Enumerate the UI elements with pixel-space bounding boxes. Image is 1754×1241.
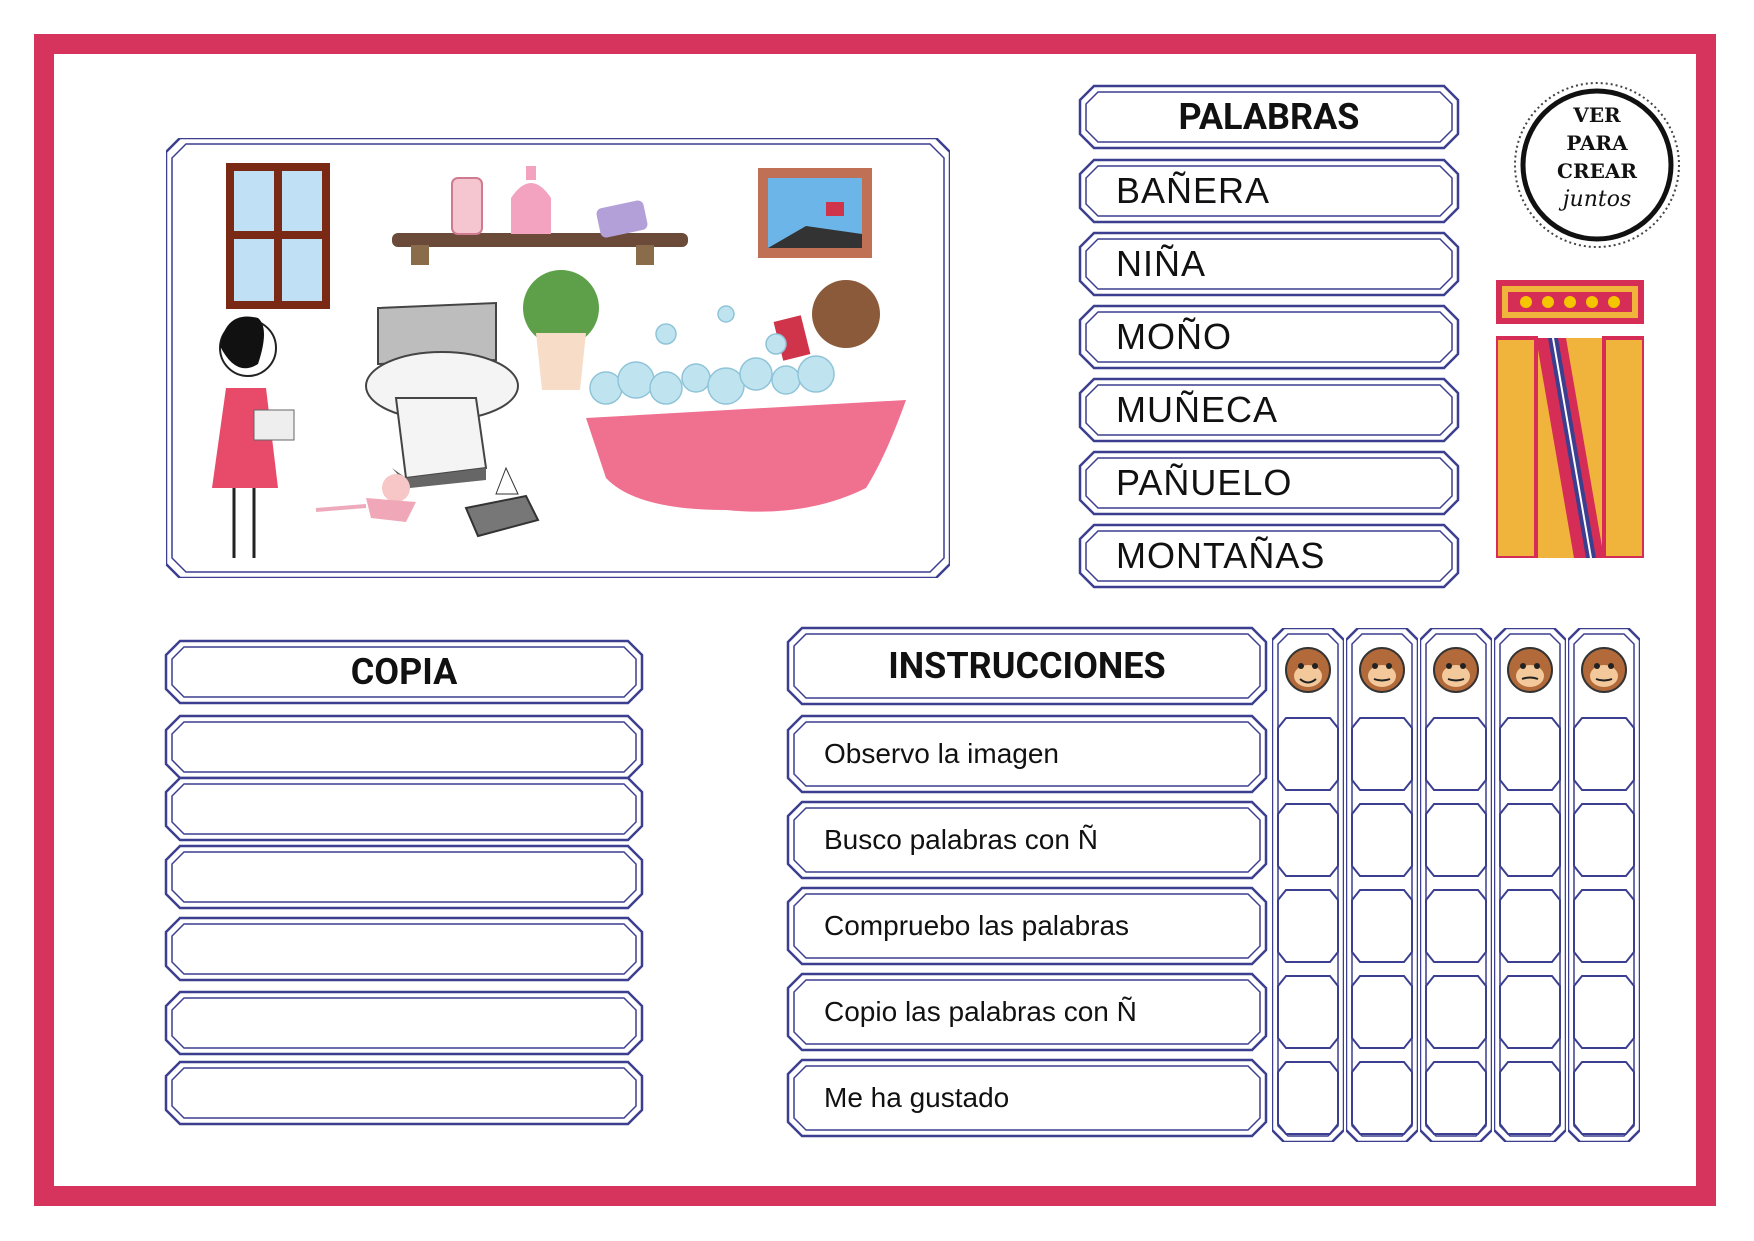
window-icon bbox=[226, 163, 330, 309]
rating-cell-r5-c3[interactable] bbox=[1424, 1060, 1488, 1136]
instruction-item-2 bbox=[788, 802, 1266, 878]
instrucciones-title bbox=[788, 628, 1266, 704]
rating-cell-r1-c1[interactable] bbox=[1276, 716, 1340, 792]
copia-title-label: COPIA bbox=[350, 651, 458, 693]
instruction-item-1 bbox=[788, 716, 1266, 792]
word-box-1-label: BAÑERA bbox=[1116, 170, 1271, 211]
word-box-6-label: MONTAÑAS bbox=[1116, 535, 1326, 576]
ver-para-crear-juntos-logo bbox=[1512, 80, 1682, 250]
rating-cell-r2-c3[interactable] bbox=[1424, 802, 1488, 878]
decorative-letter-enye-icon bbox=[1496, 280, 1644, 558]
copy-line-2[interactable] bbox=[166, 778, 642, 840]
logo-line-2: PARA bbox=[1566, 131, 1628, 155]
word-box-5-label: PAÑUELO bbox=[1116, 462, 1293, 503]
picture-frame-icon bbox=[758, 168, 872, 258]
word-box-5 bbox=[1080, 452, 1458, 514]
word-box-1 bbox=[1080, 160, 1458, 222]
rating-cell-r1-c2[interactable] bbox=[1350, 716, 1414, 792]
rating-cell-r2-c5[interactable] bbox=[1572, 802, 1636, 878]
copy-line-3[interactable] bbox=[166, 846, 642, 908]
word-box-4 bbox=[1080, 379, 1458, 441]
rating-cell-r3-c3[interactable] bbox=[1424, 888, 1488, 964]
instrucciones-title-label: INSTRUCCIONES bbox=[888, 645, 1166, 687]
copy-line-6[interactable] bbox=[166, 1062, 642, 1124]
rating-cell-r5-c2[interactable] bbox=[1350, 1060, 1414, 1136]
instruction-item-4-label: Copio las palabras con Ñ bbox=[824, 996, 1137, 1027]
instruction-item-3 bbox=[788, 888, 1266, 964]
monkey-glasses-icon bbox=[1432, 646, 1480, 694]
bathroom-scene bbox=[166, 138, 950, 578]
rating-cell-r5-c4[interactable] bbox=[1498, 1060, 1562, 1136]
palabras-title bbox=[1080, 86, 1458, 148]
word-box-2-label: NIÑA bbox=[1116, 243, 1207, 284]
rating-cell-r2-c4[interactable] bbox=[1498, 802, 1562, 878]
copy-line-1[interactable] bbox=[166, 716, 642, 778]
rating-cell-r4-c1[interactable] bbox=[1276, 974, 1340, 1050]
rating-cell-r2-c1[interactable] bbox=[1276, 802, 1340, 878]
word-box-3-label: MOÑO bbox=[1116, 316, 1232, 357]
rating-cell-r1-c3[interactable] bbox=[1424, 716, 1488, 792]
rating-cell-r5-c1[interactable] bbox=[1276, 1060, 1340, 1136]
rating-cell-r4-c4[interactable] bbox=[1498, 974, 1562, 1050]
copy-line-4[interactable] bbox=[166, 918, 642, 980]
monkey-worried-icon bbox=[1506, 646, 1554, 694]
copia-title bbox=[166, 641, 642, 703]
rating-cell-r1-c5[interactable] bbox=[1572, 716, 1636, 792]
rating-cell-r3-c2[interactable] bbox=[1350, 888, 1414, 964]
logo-line-3: CREAR bbox=[1557, 159, 1637, 183]
rating-cell-r3-c5[interactable] bbox=[1572, 888, 1636, 964]
instruction-item-1-label: Observo la imagen bbox=[824, 738, 1060, 769]
rating-cell-r1-c4[interactable] bbox=[1498, 716, 1562, 792]
rating-cell-r5-c5[interactable] bbox=[1572, 1060, 1636, 1136]
instruction-item-2-label: Busco palabras con Ñ bbox=[824, 824, 1098, 855]
rating-cell-r3-c4[interactable] bbox=[1498, 888, 1562, 964]
rating-cell-r4-c5[interactable] bbox=[1572, 974, 1636, 1050]
monkey-neutral-icon bbox=[1580, 646, 1628, 694]
logo-line-4: juntos bbox=[1562, 187, 1632, 212]
word-box-3 bbox=[1080, 306, 1458, 368]
copy-line-5[interactable] bbox=[166, 992, 642, 1054]
rating-cell-r4-c3[interactable] bbox=[1424, 974, 1488, 1050]
instruction-item-3-label: Compruebo las palabras bbox=[824, 910, 1130, 941]
instruction-item-4 bbox=[788, 974, 1266, 1050]
word-box-6 bbox=[1080, 525, 1458, 587]
instruction-item-5 bbox=[788, 1060, 1266, 1136]
rating-cell-r3-c1[interactable] bbox=[1276, 888, 1340, 964]
instruction-item-5-label: Me ha gustado bbox=[824, 1082, 1010, 1113]
monkey-calm-icon bbox=[1358, 646, 1406, 694]
word-box-2 bbox=[1080, 233, 1458, 295]
logo-line-1: VER bbox=[1573, 103, 1621, 127]
word-box-4-label: MUÑECA bbox=[1116, 389, 1279, 430]
rating-cell-r2-c2[interactable] bbox=[1350, 802, 1414, 878]
rating-cell-r4-c2[interactable] bbox=[1350, 974, 1414, 1050]
monkey-grin-icon bbox=[1284, 646, 1332, 694]
palabras-title-label: PALABRAS bbox=[1178, 96, 1360, 138]
